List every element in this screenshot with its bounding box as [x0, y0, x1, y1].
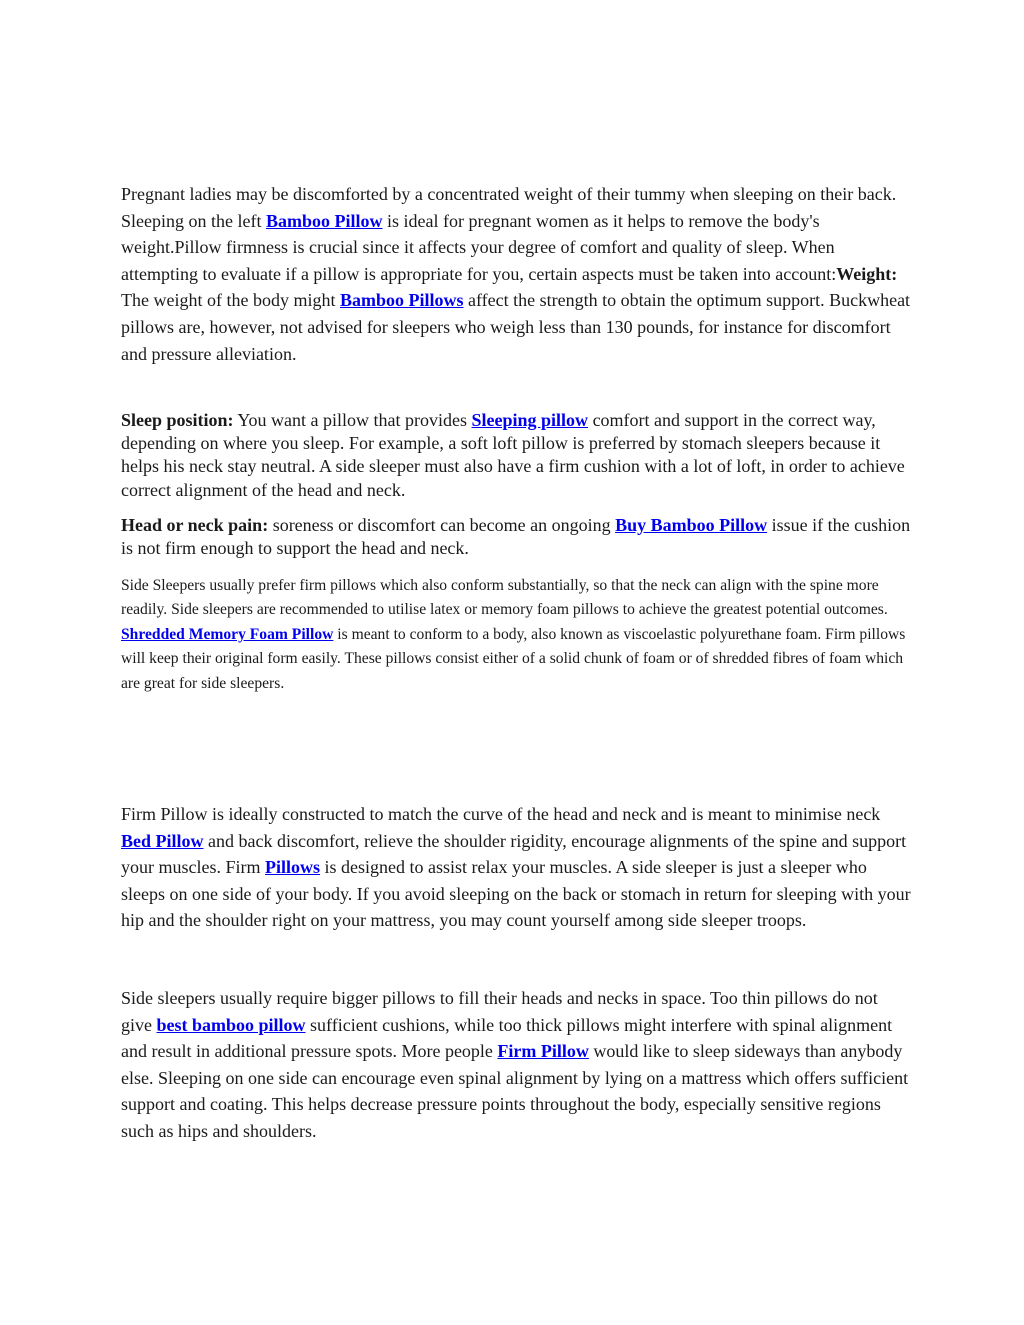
link-buy-bamboo-pillow[interactable]: Buy Bamboo Pillow: [615, 515, 768, 535]
link-pillows[interactable]: Pillows: [265, 857, 321, 878]
text: Pregnant ladies may be discomforted by a concentrated weight of their tummy when sleeping on their back. Sleeping on the left: [121, 184, 897, 231]
link-sleeping-pillow[interactable]: Sleeping pillow: [471, 410, 589, 430]
text: is meant to conform to a body, also known as viscoelastic polyurethane foam. Firm pillows will keep their original form easily. These pillows consist either of a solid chunk of foam or of shredded fibres of foam which are great for side sleepers.: [121, 625, 906, 692]
text: sufficient cushions, while too thick pillows might interfere with spinal alignment and result in additional pressure spots. More people: [121, 1014, 893, 1062]
text: is designed to assist relax your muscles. A side sleeper is just a sleeper who sleeps on one side of your body. If you avoid sleeping on the back or stomach in return for sleeping with your hip and the shoulder right on your mattress, you may count yourself among side sleeper troops.: [121, 857, 911, 931]
paragraph-pregnant-ladies: [121, 181, 911, 367]
text: Firm Pillow is ideally constructed to match the curve of the head and neck and is meant to minimise neck: [121, 804, 881, 824]
text: comfort and support in the correct way, depending on where you sleep. For example, a soft loft pillow is preferred by stomach sleepers because it helps his neck stay neutral. A side sleeper must also have a firm cushion with a lot of loft, in order to achieve correct alignment of the head and neck.: [121, 410, 905, 500]
text: and back discomfort, relieve the shoulder rigidity, encourage alignments of the spine and support your muscles. Firm: [121, 830, 907, 878]
bold-weight: Weight:: [836, 263, 898, 284]
text: The weight of the body might: [121, 290, 340, 311]
text: You want a pillow that provides: [233, 410, 472, 430]
paragraph-firm-pillow: [121, 801, 911, 934]
link-shredded-memory-foam-pillow[interactable]: Shredded Memory Foam Pillow: [121, 625, 334, 643]
link-best-bamboo-pillow[interactable]: best bamboo pillow: [156, 1014, 306, 1035]
text: Side sleepers usually require bigger pillows to fill their heads and necks in space. Too thin pillows do not give: [121, 988, 878, 1035]
text: is ideal for pregnant women as it helps to remove the body's weight.Pillow firmness is crucial since it affects your degree of comfort and quality of sleep. When attempting to evaluate if a pillow is appropriate for you, certain aspects must be taken into account:: [121, 210, 837, 284]
text: would like to sleep sideways than anybody else. Sleeping on one side can encourage even spinal alignment by lying on a mattress which offers sufficient support and coating. This helps decrease pressure points throughout the body, especially sensitive regions such as hips and shoulders.: [121, 1041, 909, 1141]
paragraph-sleep-position: [121, 409, 911, 502]
paragraph-side-sleepers-bigger: [121, 985, 911, 1145]
text: issue if the cushion is not firm enough to support the head and neck.: [121, 515, 911, 559]
paragraph-head-neck-pain: [121, 514, 911, 560]
text: Side Sleepers usually prefer firm pillows which also conform substantially, so that the neck can align with the spine more readily. Side sleepers are recommended to utilise latex or memory foam pillows to achieve the greatest potential outcomes.: [121, 577, 888, 619]
link-bamboo-pillows[interactable]: Bamboo Pillows: [339, 290, 464, 311]
bold-head-neck-pain: Head or neck pain:: [121, 515, 269, 535]
text: affect the strength to obtain the optimum support. Buckwheat pillows are, however, not advised for sleepers who weigh less than 130 pounds, for instance for discomfort and pressure alleviation.: [121, 290, 911, 364]
text: soreness or discomfort can become an ongoing: [268, 515, 616, 535]
link-bamboo-pillow[interactable]: Bamboo Pillow: [265, 210, 383, 231]
link-bed-pillow[interactable]: Bed Pillow: [121, 830, 204, 851]
paragraph-side-sleepers-firm: [121, 574, 911, 696]
link-firm-pillow[interactable]: Firm Pillow: [497, 1041, 589, 1062]
bold-sleep-position: Sleep position:: [121, 410, 234, 430]
